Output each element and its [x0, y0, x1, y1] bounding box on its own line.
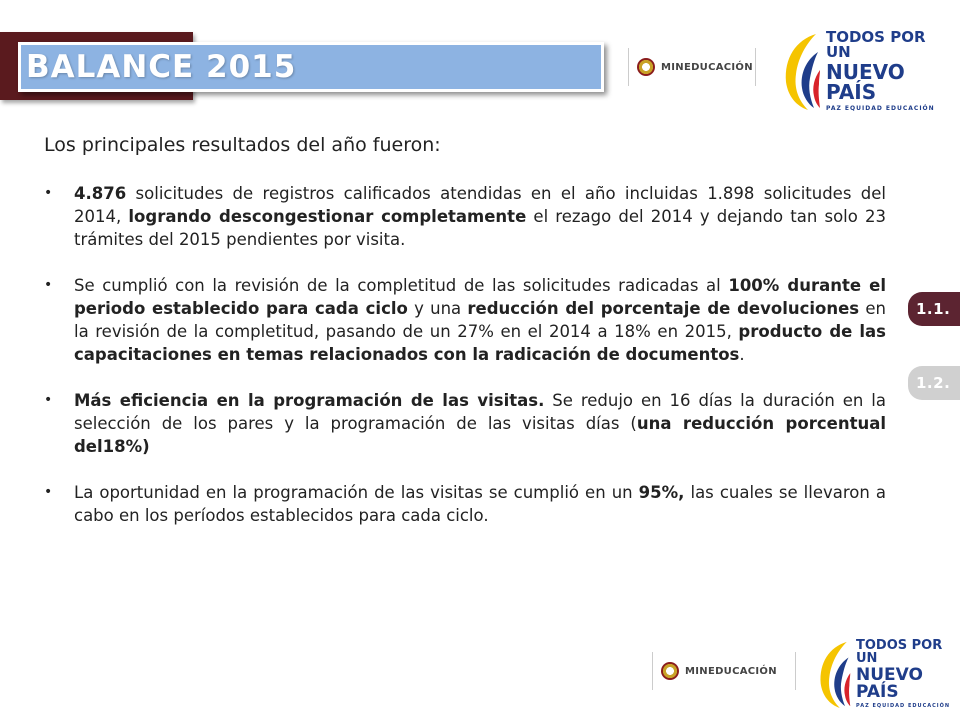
tpu-line3: PAZ EQUIDAD EDUCACIÓN [826, 105, 935, 112]
bullet4-text1: La oportunidad en la programación de las visitas se cumplió en un [74, 483, 639, 502]
flag-swoosh-icon [776, 30, 822, 112]
bullet4-bold1: 95%, [638, 483, 685, 502]
bullet3-bold1: Más eficiencia en la programación de las visitas. [74, 391, 545, 410]
mineducacion-logo-bottom [652, 652, 796, 690]
todos-por-un-nuevo-pais-logo [776, 30, 952, 112]
list-item [44, 274, 886, 366]
bullet4-text2: las cuales se llevaron a cabo en los períodos establecidos para cada ciclo. [74, 483, 886, 525]
bullet3-text1: Se redujo en 16 días la duración en la selección de los pares y la programación de las visitas días ( [74, 391, 886, 433]
section-tag-1-1[interactable]: 1.1. [908, 292, 960, 326]
tpu-line3: PAZ EQUIDAD EDUCACIÓN [856, 703, 951, 709]
bullet3-bold2: una reducción porcentual del18%) [74, 414, 886, 456]
bullet1-bold1: 4.876 [74, 184, 127, 203]
bullet2-bold2: reducción del porcentaje de devoluciones [467, 299, 860, 318]
bullet2-text3: en la revisión de la completitud, pasando de un 27% en el 2014 a 18% en 2015, [74, 299, 886, 341]
bullet2-text4: . [739, 345, 745, 364]
mineducacion-logo-text: MINEDUCACIÓN [661, 61, 753, 73]
bullet1-text1: solicitudes de registros calificados atendidas en el año incluidas 1.898 solicitudes del 2014, [74, 184, 886, 226]
colombia-seal-icon [661, 662, 679, 680]
flag-swoosh-icon [812, 637, 852, 711]
section-tag-1-2[interactable]: 1.2. [908, 366, 960, 400]
tpu-line1: TODOS POR UN [856, 638, 943, 666]
list-item [44, 481, 886, 527]
bullet2-bold3: producto de las capacitaciones en temas relacionados con la radicación de documentos [74, 322, 886, 364]
tpu-line1: TODOS POR UN [826, 28, 926, 61]
colombia-seal-icon [637, 58, 655, 76]
slide-title: BALANCE 2015 [26, 49, 297, 85]
intro-text: Los principales resultados del año fueron: [44, 134, 441, 156]
bullet2-text2: y una [407, 299, 468, 318]
bullet2-text1: Se cumplió con la revisión de la completitud de las solicitudes radicadas al [74, 276, 729, 295]
list-item [44, 182, 886, 251]
mineducacion-logo-text: MINEDUCACIÓN [685, 665, 777, 677]
list-item [44, 389, 886, 458]
tpu-line2: NUEVO PAÍS [856, 665, 923, 702]
tpu-line2: NUEVO PAÍS [826, 60, 905, 104]
todos-por-un-nuevo-pais-logo-bottom [812, 636, 954, 712]
bullet1-bold2: logrando descongestionar completamente [128, 207, 527, 226]
mineducacion-logo [628, 48, 756, 86]
results-list [44, 182, 886, 550]
bullet1-text2: el rezago del 2014 y dejando tan solo 23 trámites del 2015 pendientes por visita. [74, 207, 886, 249]
bullet2-bold1: 100% durante el periodo establecido para cada ciclo [74, 276, 886, 318]
